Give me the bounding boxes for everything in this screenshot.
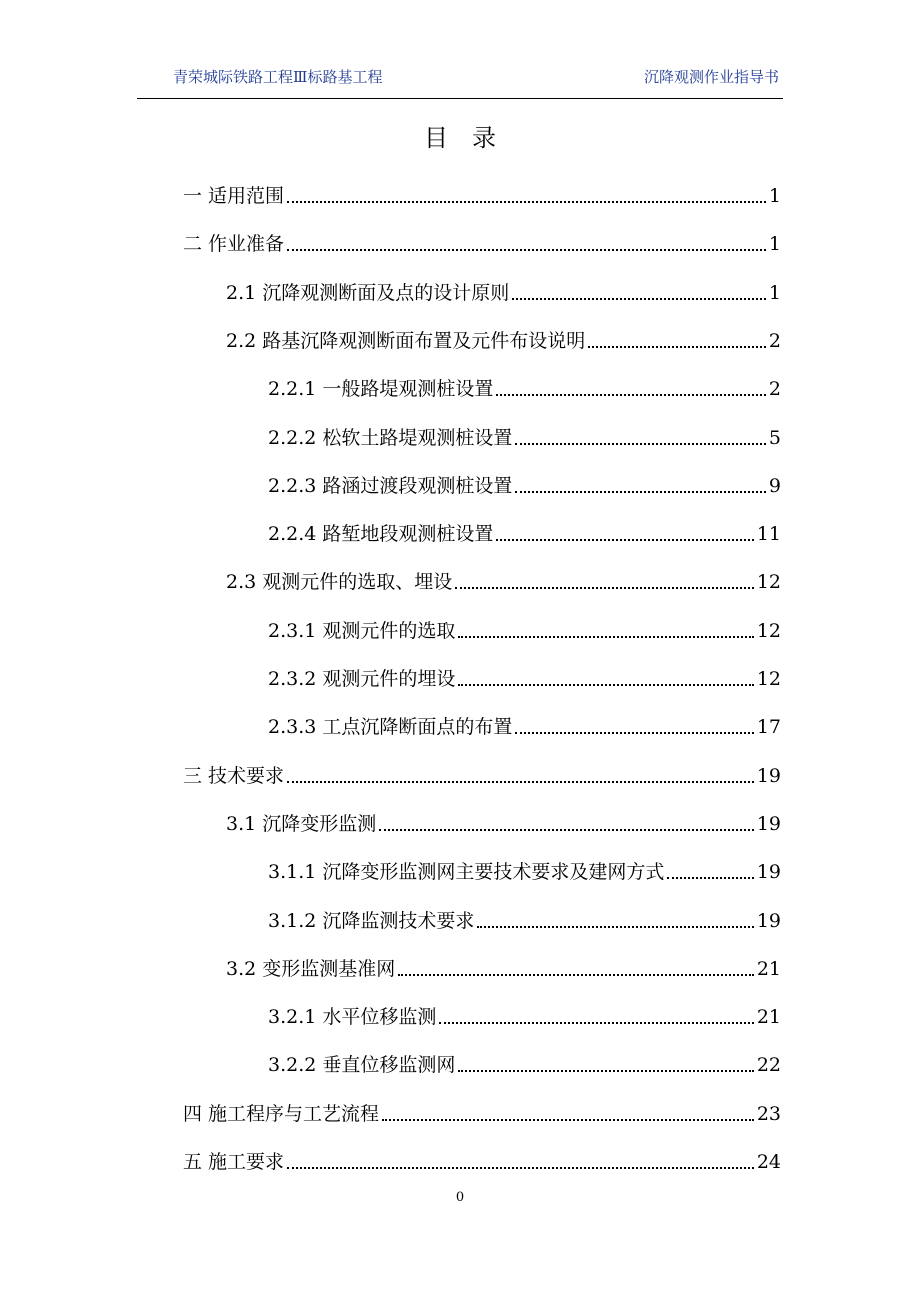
toc-entry-label: 3.2.2 垂直位移监测网 xyxy=(268,1054,456,1077)
toc-entry[interactable] xyxy=(268,506,781,546)
toc-entry-label: 四 施工程序与工艺流程 xyxy=(183,1102,380,1125)
toc-entry-page: 1 xyxy=(768,233,781,256)
toc-dot-leader xyxy=(382,1119,754,1121)
toc-entry-page: 1 xyxy=(768,281,781,304)
toc-dot-leader xyxy=(515,491,766,493)
toc-entry[interactable] xyxy=(226,313,781,353)
toc-title: 目 录 xyxy=(424,124,496,152)
toc-dot-leader xyxy=(458,1070,753,1072)
toc-dot-leader xyxy=(455,587,754,589)
toc-entry-page: 21 xyxy=(756,957,781,980)
toc-entry[interactable] xyxy=(268,699,781,739)
toc-dot-leader xyxy=(458,684,753,686)
toc-dot-leader xyxy=(588,346,766,348)
toc-entry-page: 17 xyxy=(756,716,781,739)
toc-entry-label: 2.2.2 松软土路堤观测桩设置 xyxy=(268,426,513,449)
toc-entry-page: 12 xyxy=(756,571,781,594)
toc-dot-leader xyxy=(458,636,753,638)
toc-dot-leader xyxy=(667,877,753,879)
toc-entry-page: 9 xyxy=(768,474,781,497)
toc-entry[interactable] xyxy=(183,748,781,788)
toc-entry-page: 23 xyxy=(756,1102,781,1125)
toc-dot-leader xyxy=(287,781,754,783)
toc-entry-label: 三 技术要求 xyxy=(183,764,285,787)
toc-dot-leader xyxy=(477,926,753,928)
toc-entry[interactable] xyxy=(226,796,781,836)
header-divider xyxy=(137,98,783,99)
toc-entry-label: 2.2.3 路涵过渡段观测桩设置 xyxy=(268,474,513,497)
toc-entry-page: 12 xyxy=(756,619,781,642)
toc-entry-label: 2.1 沉降观测断面及点的设计原则 xyxy=(226,281,510,304)
toc-entry-page: 22 xyxy=(756,1054,781,1077)
toc-entry-page: 11 xyxy=(756,523,781,546)
toc-entry-label: 2.3.1 观测元件的选取 xyxy=(268,619,456,642)
toc-entry-page: 2 xyxy=(768,378,781,401)
toc-entry-page: 19 xyxy=(756,764,781,787)
toc-entry[interactable] xyxy=(183,216,781,256)
toc-entry[interactable] xyxy=(183,1134,781,1174)
toc-entry[interactable] xyxy=(183,168,781,208)
toc-entry-label: 2.3 观测元件的选取、埋设 xyxy=(226,571,453,594)
toc-entry-label: 2.3.2 观测元件的埋设 xyxy=(268,668,456,690)
toc-entry[interactable] xyxy=(226,941,781,981)
toc-entry-label: 3.2.1 水平位移监测 xyxy=(268,1006,437,1029)
header-project-title: 青荣城际铁路工程Ⅲ标路基工程 xyxy=(173,68,383,86)
toc-dot-leader xyxy=(515,732,753,734)
toc-entry[interactable] xyxy=(268,410,781,450)
toc-entry[interactable] xyxy=(268,603,781,643)
toc-entry-page: 19 xyxy=(756,861,781,884)
page-header xyxy=(137,66,783,86)
toc-dot-leader xyxy=(287,201,766,203)
toc-entry-label: 3.1 沉降变形监测 xyxy=(226,812,377,835)
toc-entry-page: 21 xyxy=(756,1006,781,1029)
header-document-title: 沉降观测作业指导书 xyxy=(643,68,779,86)
toc-entry-label: 3.1.2 沉降监测技术要求 xyxy=(268,909,475,932)
toc-entry-page: 2 xyxy=(768,329,781,352)
toc-entry-label: 2.3.3 工点沉降断面点的布置 xyxy=(268,716,513,739)
toc-entry-label: 3.2 变形监测基准网 xyxy=(226,957,396,980)
toc-entry[interactable] xyxy=(268,361,781,401)
toc-entry-label: 3.1.1 沉降变形监测网主要技术要求及建网方式 xyxy=(268,861,665,884)
toc-dot-leader xyxy=(379,829,754,831)
toc-entry[interactable] xyxy=(226,554,781,594)
toc-entry-label: 2.2 路基沉降观测断面布置及元件布设说明 xyxy=(226,329,586,352)
toc-entry-page: 24 xyxy=(756,1151,781,1173)
toc-dot-leader xyxy=(496,539,753,541)
toc-entry[interactable] xyxy=(226,265,781,305)
toc-entry-page: 19 xyxy=(756,909,781,932)
toc-dot-leader xyxy=(515,443,766,445)
toc-entry-label: 五 施工要求 xyxy=(183,1151,285,1173)
toc-entry[interactable] xyxy=(268,844,781,884)
toc-entry-label: 2.2.4 路堑地段观测桩设置 xyxy=(268,523,494,546)
toc-dot-leader xyxy=(287,249,766,251)
toc-entry[interactable] xyxy=(268,989,781,1029)
toc-entry[interactable] xyxy=(268,1037,781,1077)
toc-entry[interactable] xyxy=(268,893,781,933)
toc-entry-page: 19 xyxy=(756,812,781,835)
toc-entry-page: 5 xyxy=(768,426,781,449)
toc-entry-page: 1 xyxy=(768,185,781,207)
toc-dot-leader xyxy=(287,1167,754,1169)
toc-entry-label: 2.2.1 一般路堤观测桩设置 xyxy=(268,378,494,401)
toc-dot-leader xyxy=(439,1022,753,1024)
toc-dot-leader xyxy=(398,974,754,976)
page-number: 0 xyxy=(455,1190,465,1205)
toc-dot-leader xyxy=(512,298,766,300)
toc-entry-label: 二 作业准备 xyxy=(183,233,285,256)
toc-dot-leader xyxy=(496,394,766,396)
toc-entry-label: 一 适用范围 xyxy=(183,185,285,207)
toc-entry[interactable] xyxy=(183,1086,781,1126)
toc-entry[interactable] xyxy=(268,458,781,498)
toc-entry-page: 12 xyxy=(756,668,781,690)
toc-entry[interactable] xyxy=(268,651,781,691)
